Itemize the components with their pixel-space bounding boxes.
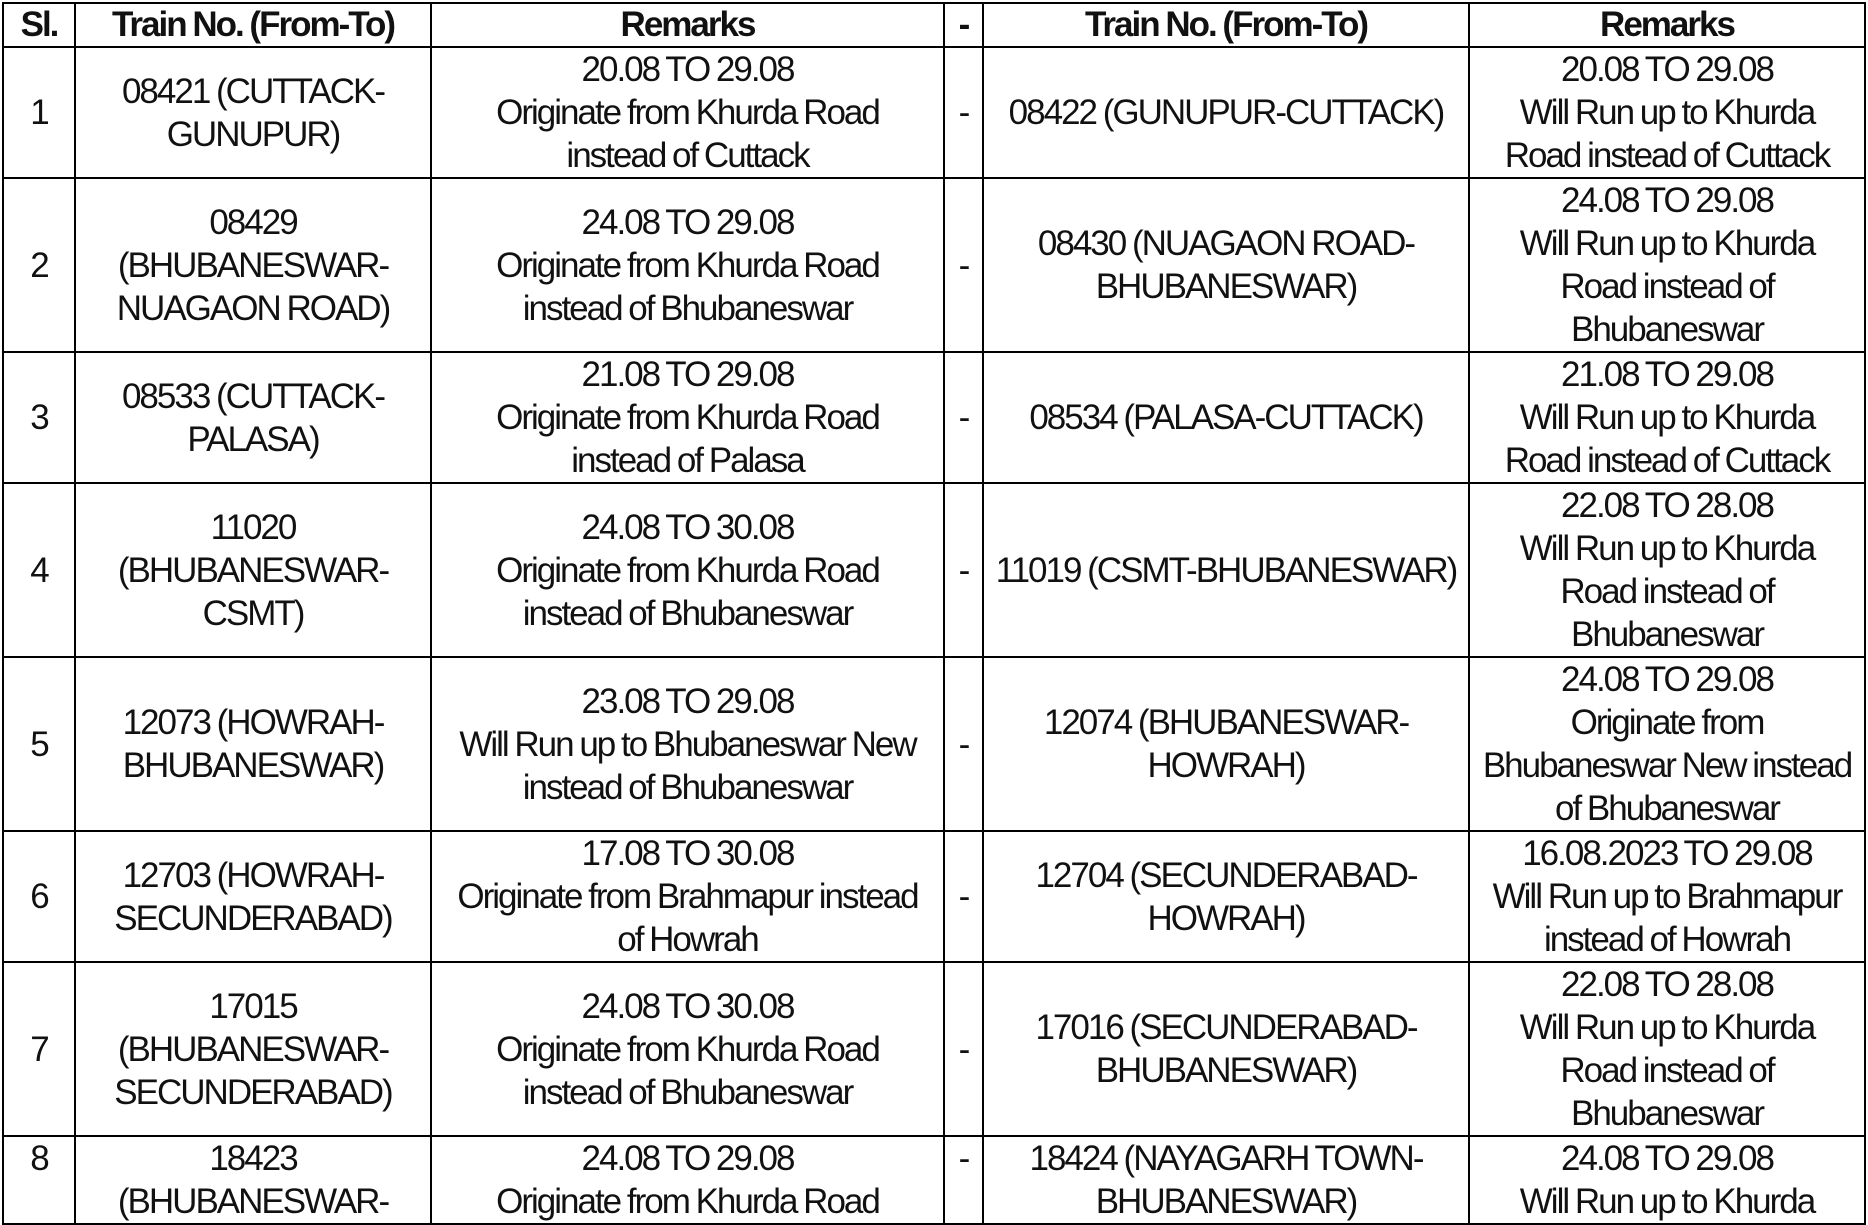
cell-text-line: 23.08 TO 29.08 bbox=[581, 681, 794, 721]
cell-text-line: Road instead of bbox=[1560, 1051, 1774, 1090]
remarks-cell bbox=[431, 483, 944, 657]
sl-cell: 7 bbox=[3, 962, 75, 1136]
remarks-cell bbox=[431, 831, 944, 962]
cell-text-line: Will Run up to Khurda bbox=[1519, 224, 1815, 263]
cell-text-line: 12704 (SECUNDERABAD- bbox=[1035, 855, 1417, 895]
cell-text-line: Originate from bbox=[1570, 703, 1764, 742]
cell-text-line: 12073 (HOWRAH- bbox=[122, 703, 384, 742]
remarks-cell bbox=[431, 47, 944, 178]
cell-text-line: Will Run up to Brahmapur bbox=[1492, 877, 1842, 916]
remarks-cell bbox=[431, 1136, 944, 1224]
cell-text-line: 24.08 TO 29.08 bbox=[581, 1139, 794, 1178]
train-from-to-return-cell bbox=[983, 831, 1469, 962]
cell-text-line: instead of Bhubaneswar bbox=[522, 288, 853, 328]
table-body bbox=[3, 47, 1865, 1224]
train-from-to-return-cell bbox=[983, 483, 1469, 657]
cell-text-line: (BHUBANESWAR- bbox=[117, 1029, 389, 1069]
cell-text-line: HOWRAH) bbox=[1147, 746, 1305, 785]
cell-text-line: 11020 bbox=[210, 507, 296, 547]
cell-text-line: 16.08.2023 TO 29.08 bbox=[1522, 834, 1812, 873]
train-diversion-table bbox=[2, 2, 1866, 1225]
cell-text-line: (BHUBANESWAR- bbox=[117, 245, 389, 285]
cell-text-line: of Bhubaneswar bbox=[1555, 789, 1779, 828]
cell-text-line: 20.08 TO 29.08 bbox=[1561, 50, 1773, 89]
train-from-to-cell bbox=[75, 178, 431, 352]
cell-text-line: 17016 (SECUNDERABAD- bbox=[1035, 1008, 1417, 1047]
remarks-return-cell bbox=[1469, 657, 1865, 831]
cell-text-line: 08533 (CUTTACK- bbox=[121, 376, 385, 416]
cell-text-line: Bhubaneswar bbox=[1570, 615, 1764, 654]
table-row bbox=[3, 1136, 1865, 1224]
table-row bbox=[3, 657, 1865, 831]
cell-text-line: 08422 (GUNUPUR-CUTTACK) bbox=[1008, 93, 1444, 132]
cell-text-line: Will Run up to Khurda bbox=[1519, 398, 1815, 437]
cell-text-line: BHUBANESWAR) bbox=[1095, 1051, 1357, 1090]
cell-text-line: 08429 bbox=[209, 202, 297, 242]
cell-text-line: Bhubaneswar New instead bbox=[1482, 746, 1852, 785]
remarks-cell bbox=[431, 352, 944, 483]
cell-text-line: 24.08 TO 29.08 bbox=[1561, 1139, 1773, 1178]
cell-text-line: Will Run up to Khurda bbox=[1519, 93, 1815, 132]
cell-text-line: instead of Cuttack bbox=[566, 136, 809, 175]
header-train-from-to-return: Train No. (From-To) bbox=[983, 3, 1469, 47]
table-row bbox=[3, 831, 1865, 962]
cell-text-line: instead of Bhubaneswar bbox=[522, 767, 853, 807]
cell-text-line: 08534 (PALASA-CUTTACK) bbox=[1029, 398, 1423, 437]
remarks-cell bbox=[431, 657, 944, 831]
table-row bbox=[3, 178, 1865, 352]
separator-cell: - bbox=[944, 962, 983, 1136]
cell-text-line: BHUBANESWAR) bbox=[122, 746, 384, 785]
cell-text-line: Will Run up to Khurda bbox=[1519, 1008, 1815, 1047]
cell-text-line: 20.08 TO 29.08 bbox=[581, 50, 794, 89]
table-row bbox=[3, 483, 1865, 657]
cell-text-line: Originate from Khurda Road bbox=[496, 1029, 879, 1069]
cell-text-line: 22.08 TO 28.08 bbox=[1561, 965, 1773, 1004]
sl-cell: 8 bbox=[3, 1136, 75, 1224]
header-row bbox=[3, 3, 1865, 47]
remarks-return-cell bbox=[1469, 483, 1865, 657]
cell-text-line: 21.08 TO 29.08 bbox=[1561, 355, 1773, 394]
cell-text-line: (BHUBANESWAR- bbox=[117, 1182, 389, 1221]
cell-text-line: PALASA) bbox=[187, 419, 319, 459]
train-from-to-cell bbox=[75, 657, 431, 831]
separator-cell: - bbox=[944, 831, 983, 962]
remarks-return-cell bbox=[1469, 831, 1865, 962]
remarks-return-cell bbox=[1469, 352, 1865, 483]
cell-text-line: Originate from Khurda Road bbox=[496, 93, 879, 132]
train-from-to-return-cell bbox=[983, 962, 1469, 1136]
cell-text-line: Bhubaneswar bbox=[1570, 310, 1764, 349]
remarks-return-cell bbox=[1469, 962, 1865, 1136]
cell-text-line: 08430 (NUAGAON ROAD- bbox=[1037, 224, 1415, 263]
cell-text-line: Road instead of bbox=[1560, 572, 1774, 611]
separator-cell: - bbox=[944, 657, 983, 831]
cell-text-line: Bhubaneswar bbox=[1570, 1094, 1764, 1133]
header-train-from-to: Train No. (From-To) bbox=[75, 3, 431, 47]
remarks-return-cell bbox=[1469, 178, 1865, 352]
train-from-to-return-cell bbox=[983, 178, 1469, 352]
cell-text-line: instead of Howrah bbox=[1543, 920, 1791, 959]
sl-cell: 5 bbox=[3, 657, 75, 831]
cell-text-line: GUNUPUR) bbox=[166, 114, 340, 154]
remarks-cell bbox=[431, 962, 944, 1136]
train-from-to-return-cell bbox=[983, 47, 1469, 178]
cell-text-line: CSMT) bbox=[202, 593, 304, 633]
cell-text-line: 21.08 TO 29.08 bbox=[581, 355, 794, 394]
cell-text-line: Will Run up to Khurda bbox=[1519, 529, 1815, 568]
cell-text-line: HOWRAH) bbox=[1147, 898, 1305, 938]
train-from-to-cell bbox=[75, 483, 431, 657]
train-from-to-cell bbox=[75, 352, 431, 483]
cell-text-line: 17.08 TO 30.08 bbox=[581, 834, 794, 873]
remarks-return-cell bbox=[1469, 1136, 1865, 1224]
cell-text-line: 24.08 TO 30.08 bbox=[581, 507, 794, 547]
cell-text-line: (BHUBANESWAR- bbox=[117, 550, 389, 590]
cell-text-line: 18423 bbox=[209, 1139, 297, 1178]
separator-cell: - bbox=[944, 1136, 983, 1224]
cell-text-line: 08421 (CUTTACK- bbox=[121, 71, 385, 111]
remarks-cell bbox=[431, 178, 944, 352]
cell-text-line: Originate from Brahmapur instead bbox=[457, 877, 918, 916]
cell-text-line: Will Run up to Bhubaneswar New bbox=[459, 724, 916, 764]
cell-text-line: Originate from Khurda Road bbox=[496, 1182, 879, 1221]
cell-text-line: 24.08 TO 29.08 bbox=[1561, 181, 1773, 220]
cell-text-line: Road instead of Cuttack bbox=[1504, 136, 1830, 175]
cell-text-line: SECUNDERABAD) bbox=[114, 1072, 392, 1112]
cell-text-line: Road instead of Cuttack bbox=[1504, 441, 1830, 480]
table-row bbox=[3, 962, 1865, 1136]
cell-text-line: 24.08 TO 29.08 bbox=[581, 202, 794, 242]
sl-cell: 1 bbox=[3, 47, 75, 178]
cell-text-line: BHUBANESWAR) bbox=[1095, 267, 1357, 306]
cell-text-line: 17015 bbox=[209, 986, 297, 1026]
cell-text-line: 18424 (NAYAGARH TOWN- bbox=[1029, 1139, 1423, 1178]
cell-text-line: SECUNDERABAD) bbox=[114, 898, 392, 938]
train-from-to-return-cell bbox=[983, 352, 1469, 483]
cell-text-line: NUAGAON ROAD) bbox=[116, 288, 390, 328]
separator-cell: - bbox=[944, 483, 983, 657]
cell-text-line: Road instead of bbox=[1560, 267, 1774, 306]
train-from-to-cell bbox=[75, 1136, 431, 1224]
header-remarks: Remarks bbox=[431, 3, 944, 47]
header-sl: Sl. bbox=[3, 3, 75, 47]
separator-cell: - bbox=[944, 352, 983, 483]
header-remarks-return: Remarks bbox=[1469, 3, 1865, 47]
table-row bbox=[3, 352, 1865, 483]
cell-text-line: Originate from Khurda Road bbox=[496, 550, 879, 590]
cell-text-line: instead of Palasa bbox=[571, 441, 804, 480]
train-from-to-cell bbox=[75, 47, 431, 178]
cell-text-line: instead of Bhubaneswar bbox=[522, 1072, 853, 1112]
separator-cell: - bbox=[944, 178, 983, 352]
sl-cell: 3 bbox=[3, 352, 75, 483]
train-from-to-return-cell bbox=[983, 657, 1469, 831]
cell-text-line: instead of Bhubaneswar bbox=[522, 593, 853, 633]
train-from-to-cell bbox=[75, 831, 431, 962]
train-from-to-return-cell bbox=[983, 1136, 1469, 1224]
sl-cell: 6 bbox=[3, 831, 75, 962]
separator-cell: - bbox=[944, 47, 983, 178]
sl-cell: 4 bbox=[3, 483, 75, 657]
cell-text-line: 24.08 TO 29.08 bbox=[1561, 660, 1773, 699]
header-separator: - bbox=[944, 3, 983, 47]
cell-text-line: 11019 (CSMT-BHUBANESWAR) bbox=[995, 550, 1457, 590]
cell-text-line: 12074 (BHUBANESWAR- bbox=[1043, 703, 1409, 742]
cell-text-line: Originate from Khurda Road bbox=[496, 398, 879, 437]
cell-text-line: Will Run up to Khurda bbox=[1519, 1182, 1815, 1221]
cell-text-line: 22.08 TO 28.08 bbox=[1561, 486, 1773, 525]
cell-text-line: 12703 (HOWRAH- bbox=[122, 855, 384, 895]
remarks-return-cell bbox=[1469, 47, 1865, 178]
cell-text-line: 24.08 TO 30.08 bbox=[581, 986, 794, 1026]
table-row bbox=[3, 47, 1865, 178]
train-from-to-cell bbox=[75, 962, 431, 1136]
cell-text-line: of Howrah bbox=[617, 920, 758, 959]
sl-cell: 2 bbox=[3, 178, 75, 352]
cell-text-line: BHUBANESWAR) bbox=[1095, 1182, 1357, 1221]
cell-text-line: Originate from Khurda Road bbox=[496, 245, 879, 285]
